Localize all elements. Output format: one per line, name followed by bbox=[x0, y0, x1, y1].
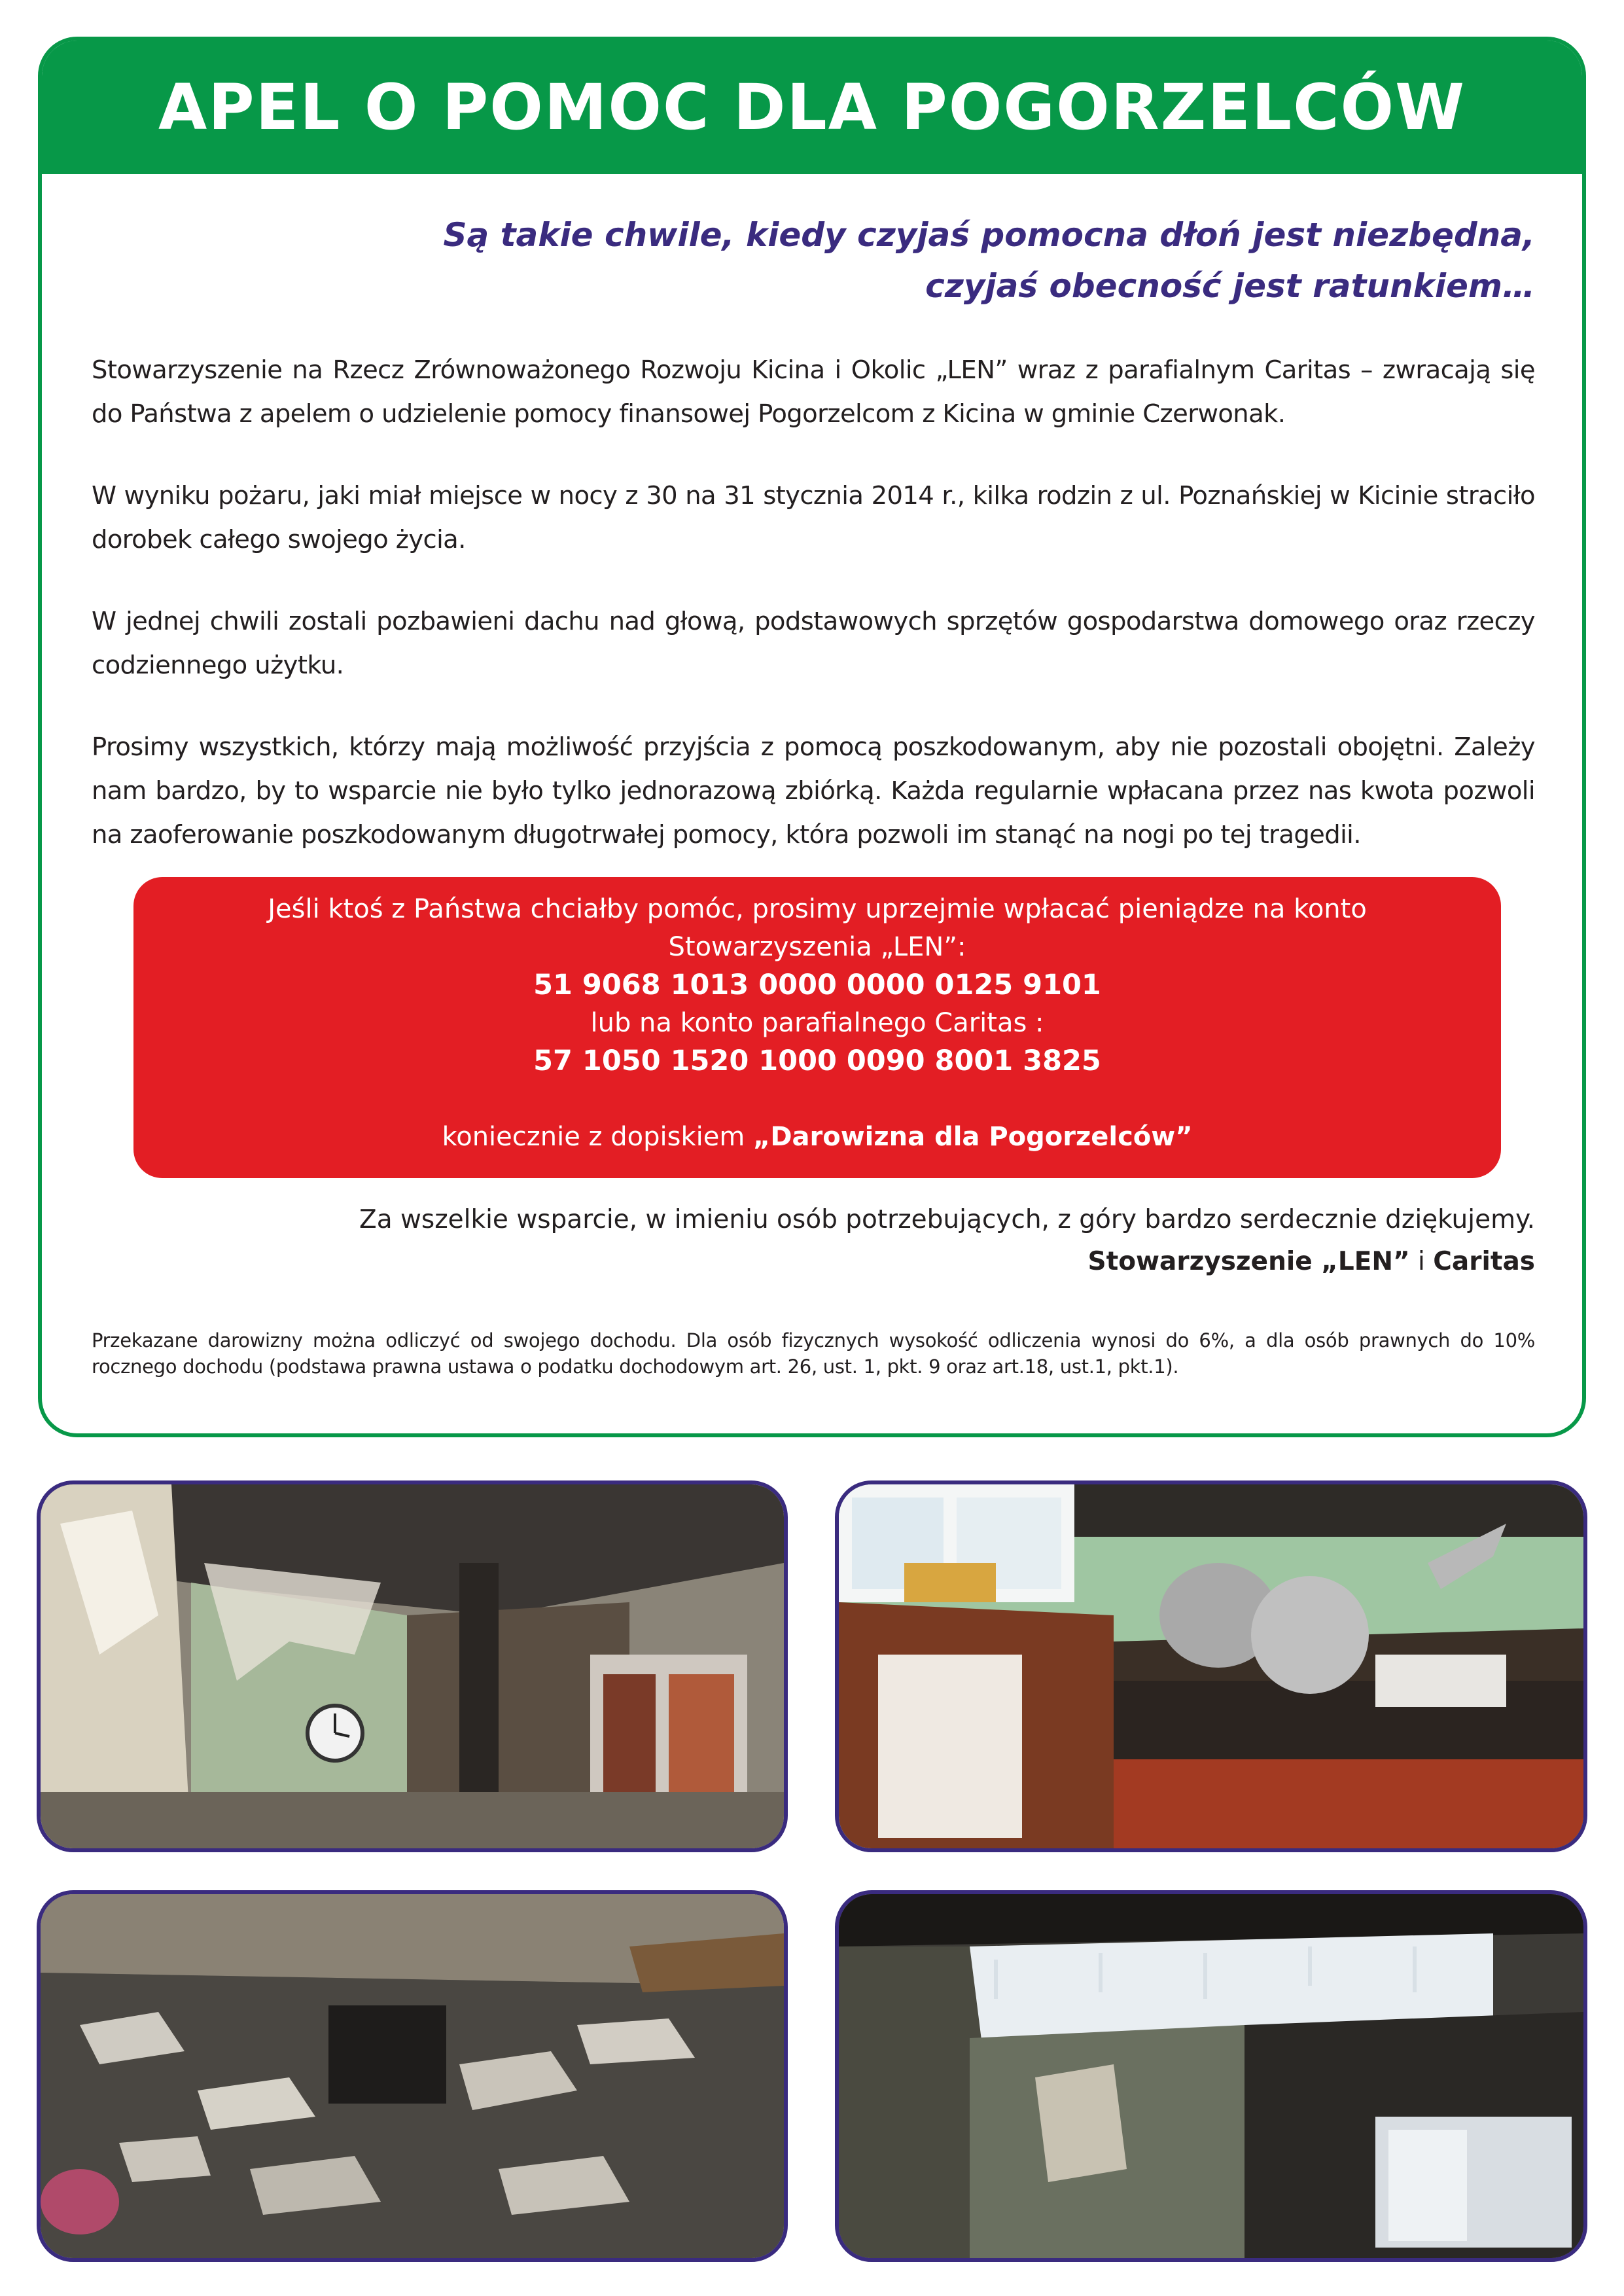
signature-org-len: Stowarzyszenie „LEN” bbox=[1087, 1247, 1410, 1276]
transfer-note-prefix: koniecznie z dopiskiem bbox=[442, 1122, 754, 1152]
motto-line-2: czyjaś obecność jest ratunkiem… bbox=[925, 267, 1535, 305]
photo-debris-floor bbox=[37, 1890, 788, 2262]
signature bbox=[359, 1241, 1535, 1283]
thanks-text: Za wszelkie wsparcie, w imieniu osób potrzebujących, z góry bardzo serdecznie dziękujemy. bbox=[359, 1205, 1535, 1234]
tax-footnote: Przekazane darowizny można odliczyć od swojego dochodu. Dla osób fizycznych wysokość odliczenia wynosi do 6%, a dla osób prawnych do 10% rocznego dochodu (podstawa prawna ustawa o podatku dochodowym art. 26, ust. 1, pkt. 9 oraz art.18, ust.1, pkt.1). bbox=[92, 1329, 1535, 1378]
motto bbox=[443, 209, 1535, 312]
photo-burned-kitchen bbox=[835, 1480, 1587, 1852]
paragraph-request: Prosimy wszystkich, którzy mają możliwość przyjścia z pomocą poszkodowanym, aby nie pozostali obojętni. Zależy nam bardzo, by to wsparcie nie było tylko jednorazową zbiórką. Każda regularnie wpłacana przez nas kwota pozwoli na zaoferowanie poszkodowanym długotrwałej pomocy, która pozwoli im stanąć na nogi po tej tragedii. bbox=[92, 732, 1535, 850]
account-number-caritas: 57 1050 1520 1000 0090 8001 3825 bbox=[533, 1045, 1101, 1077]
photo-burned-hallway bbox=[37, 1480, 788, 1852]
transfer-note-title: „Darowizna dla Pogorzelców” bbox=[753, 1122, 1193, 1152]
account-number-len: 51 9068 1013 0000 0000 0125 9101 bbox=[533, 969, 1101, 1001]
donation-box bbox=[133, 877, 1501, 1178]
donation-line-2: Stowarzyszenia „LEN”: bbox=[668, 932, 966, 962]
signature-and: i bbox=[1409, 1247, 1434, 1276]
paragraph-fire: W wyniku pożaru, jaki miał miejsce w nocy z 30 na 31 stycznia 2014 r., kilka rodzin z ul. Poznańskiej w Kicinie straciło dorobek całego swojego życia. bbox=[92, 481, 1535, 554]
signature-org-caritas: Caritas bbox=[1433, 1247, 1535, 1276]
thanks-block bbox=[359, 1199, 1535, 1283]
page-title: APEL O POMOC DLA POGORZELCÓW bbox=[158, 71, 1466, 144]
header-banner bbox=[42, 41, 1582, 174]
appeal-card bbox=[38, 37, 1586, 1437]
motto-line-1: Są takie chwile, kiedy czyjaś pomocna dłoń jest niezbędna, bbox=[443, 216, 1535, 254]
donation-line-1: Jeśli ktoś z Państwa chciałby pomóc, prosimy uprzejmie wpłacać pieniądze na konto bbox=[268, 894, 1367, 924]
paragraph-loss: W jednej chwili zostali pozbawieni dachu nad głową, podstawowych sprzętów gospodarstwa domowego oraz rzeczy codziennego użytku. bbox=[92, 607, 1535, 680]
paragraph-intro: Stowarzyszenie na Rzecz Zrównoważonego Rozwoju Kicina i Okolic „LEN” wraz z parafialnym Caritas – zwracają się do Państwa z apelem o udzielenie pomocy finansowej Pogorzelcom z Kicina w gminie Czerwonak. bbox=[92, 355, 1535, 429]
photo-burned-roof bbox=[835, 1890, 1587, 2262]
appeal-body bbox=[92, 348, 1535, 895]
transfer-note bbox=[133, 1118, 1501, 1156]
donation-line-3: lub na konto parafialnego Caritas : bbox=[590, 1008, 1044, 1038]
